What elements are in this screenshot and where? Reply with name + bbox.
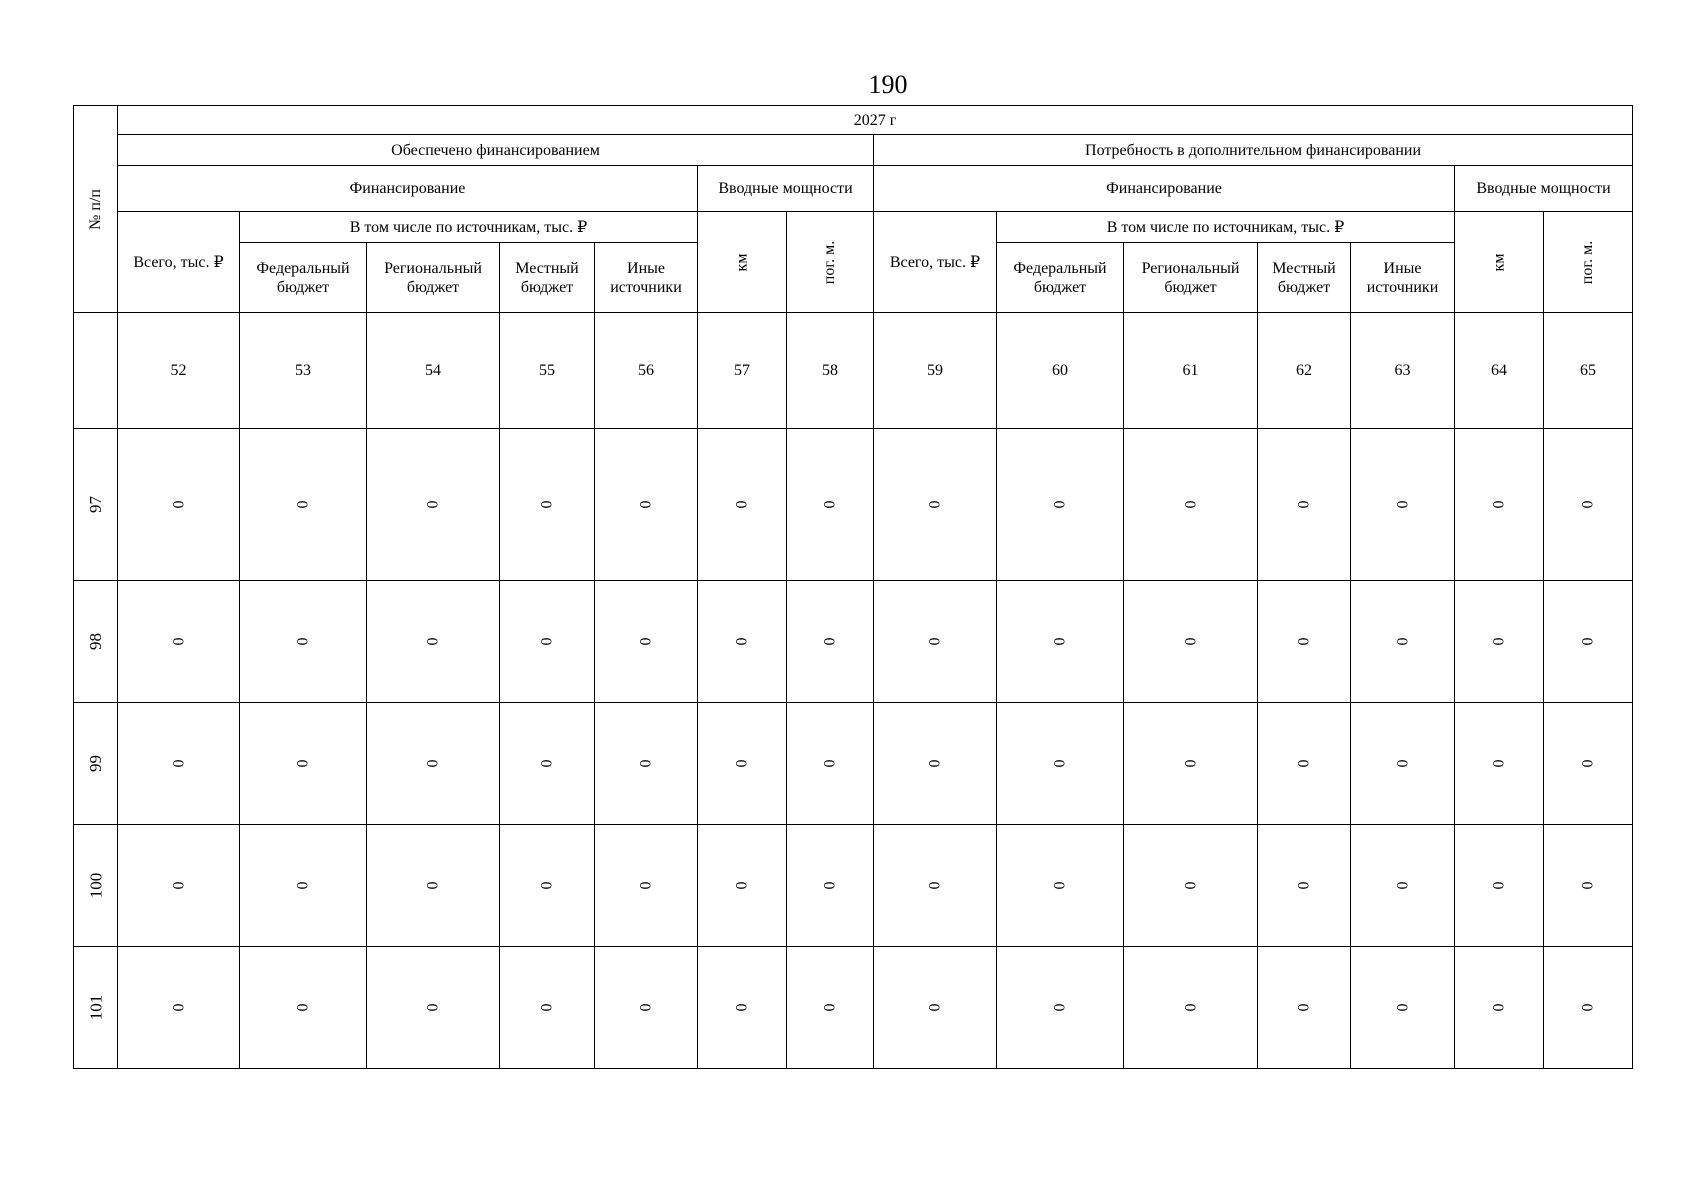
table-cell (240, 429, 367, 581)
cell-value: 0 (637, 881, 655, 890)
row-id-cell (74, 429, 118, 581)
cell-value: 0 (926, 500, 944, 509)
table-cell (595, 581, 698, 703)
column-number: 64 (1455, 313, 1544, 429)
table-row (74, 429, 1633, 581)
cell-value: 0 (538, 500, 556, 509)
cell-value: 0 (170, 637, 187, 646)
row-id: 99 (86, 754, 105, 772)
cell-value: 0 (821, 881, 839, 890)
table-row (74, 947, 1633, 1069)
table-cell (1258, 429, 1351, 581)
cell-value: 0 (1182, 637, 1199, 646)
column-number: 63 (1351, 313, 1455, 429)
pm-header-additional: пог. м. (1544, 212, 1633, 313)
cell-value: 0 (1394, 1003, 1411, 1012)
km-header-secured: км (698, 212, 787, 313)
cell-value: 0 (1295, 500, 1313, 509)
table-cell (1124, 429, 1258, 581)
table-cell (1351, 429, 1455, 581)
table-cell (874, 581, 997, 703)
table-cell (698, 429, 787, 581)
table-cell (997, 581, 1124, 703)
table-cell (240, 703, 367, 825)
index-header (74, 106, 118, 313)
table-cell (240, 825, 367, 947)
capacity-header-secured: Вводные мощности (698, 166, 874, 212)
table-cell (1544, 429, 1633, 581)
other-header-secured: Иные источники (595, 243, 698, 313)
secured-header: Обеспечено финансированием (118, 135, 874, 166)
cell-value: 0 (538, 637, 556, 646)
table-cell (787, 581, 874, 703)
table-cell (1258, 947, 1351, 1069)
column-number: 65 (1544, 313, 1633, 429)
cell-value: 0 (538, 759, 556, 768)
cell-value: 0 (733, 637, 751, 646)
cell-value: 0 (294, 759, 312, 768)
table-cell (118, 703, 240, 825)
cell-value: 0 (170, 759, 187, 768)
cell-value: 0 (1182, 1003, 1199, 1012)
cell-value: 0 (821, 637, 839, 646)
cell-value: 0 (1051, 637, 1069, 646)
data-rows (74, 429, 1633, 1069)
column-number: 61 (1124, 313, 1258, 429)
table-cell (240, 581, 367, 703)
table-cell (367, 703, 500, 825)
row-id-cell (74, 947, 118, 1069)
cell-value: 0 (1295, 1003, 1313, 1012)
column-number: 58 (787, 313, 874, 429)
table-cell (500, 947, 595, 1069)
cell-value: 0 (1579, 881, 1597, 890)
table-cell (1124, 703, 1258, 825)
table-cell (500, 581, 595, 703)
column-number-blank (74, 313, 118, 429)
table-cell (1455, 825, 1544, 947)
cell-value: 0 (637, 759, 655, 768)
cell-value: 0 (424, 881, 442, 890)
cell-value: 0 (1295, 637, 1313, 646)
cell-value: 0 (926, 881, 944, 890)
row-id: 97 (86, 495, 105, 513)
cell-value: 0 (424, 637, 442, 646)
cell-value: 0 (821, 500, 839, 509)
cell-value: 0 (637, 500, 655, 509)
table-row (74, 825, 1633, 947)
cell-value: 0 (1051, 759, 1069, 768)
cell-value: 0 (637, 1003, 655, 1012)
table-cell (997, 703, 1124, 825)
cell-value: 0 (1182, 759, 1199, 768)
cell-value: 0 (1295, 759, 1313, 768)
other-header-additional: Иные источники (1351, 243, 1455, 313)
cell-value: 0 (170, 500, 187, 509)
row-id: 101 (86, 994, 105, 1020)
cell-value: 0 (294, 637, 312, 646)
table-cell (1455, 703, 1544, 825)
capacity-header-additional: Вводные мощности (1455, 166, 1633, 212)
column-number: 57 (698, 313, 787, 429)
cell-value: 0 (1490, 500, 1508, 509)
cell-value: 0 (1579, 637, 1597, 646)
cell-value: 0 (1490, 881, 1508, 890)
km-header-additional: км (1455, 212, 1544, 313)
cell-value: 0 (1490, 637, 1508, 646)
table-cell (500, 825, 595, 947)
table-cell (997, 947, 1124, 1069)
column-number: 55 (500, 313, 595, 429)
cell-value: 0 (1182, 500, 1199, 509)
table-cell (787, 947, 874, 1069)
financing-header-secured: Финансирование (118, 166, 698, 212)
cell-value: 0 (1490, 759, 1508, 768)
regional-header-additional: Региональный бюджет (1124, 243, 1258, 313)
table-cell (787, 429, 874, 581)
cell-value: 0 (538, 1003, 556, 1012)
cell-value: 0 (1579, 759, 1597, 768)
total-header-additional: Всего, тыс. ₽ (874, 212, 997, 313)
cell-value: 0 (821, 759, 839, 768)
table-cell (367, 581, 500, 703)
table-cell (1258, 703, 1351, 825)
column-number-row (74, 313, 1633, 429)
year-header: 2027 г (118, 106, 1633, 135)
sources-header-additional: В том числе по источникам, тыс. ₽ (997, 212, 1455, 243)
table-cell (1455, 947, 1544, 1069)
table-cell (1124, 825, 1258, 947)
financing-table (73, 105, 1633, 1069)
cell-value: 0 (637, 637, 655, 646)
index-label: № п/п (87, 188, 104, 230)
cell-value: 0 (1394, 637, 1411, 646)
column-number: 56 (595, 313, 698, 429)
cell-value: 0 (733, 759, 751, 768)
cell-value: 0 (170, 1003, 187, 1012)
row-id: 100 (86, 872, 105, 898)
table-cell (1351, 581, 1455, 703)
table-cell (367, 825, 500, 947)
page-number: 190 (868, 70, 908, 99)
cell-value: 0 (294, 881, 312, 890)
cell-value: 0 (1490, 1003, 1508, 1012)
table-cell (698, 825, 787, 947)
table-cell (1351, 825, 1455, 947)
cell-value: 0 (733, 500, 751, 509)
cell-value: 0 (1394, 881, 1411, 890)
table-cell (500, 703, 595, 825)
additional-header: Потребность в дополнительном финансировании (874, 135, 1633, 166)
table-cell (698, 581, 787, 703)
table-cell (1544, 947, 1633, 1069)
table-cell (874, 429, 997, 581)
table-cell (997, 429, 1124, 581)
cell-value: 0 (424, 1003, 442, 1012)
row-id-cell (74, 581, 118, 703)
table-cell (1258, 581, 1351, 703)
row-id: 98 (86, 632, 105, 650)
table-cell (1544, 825, 1633, 947)
row-id-cell (74, 703, 118, 825)
cell-value: 0 (1295, 881, 1313, 890)
cell-value: 0 (821, 1003, 839, 1012)
table-cell (698, 703, 787, 825)
cell-value: 0 (1394, 500, 1411, 509)
cell-value: 0 (424, 500, 442, 509)
table-cell (595, 947, 698, 1069)
table-cell (240, 947, 367, 1069)
table-cell (874, 825, 997, 947)
table-row (74, 703, 1633, 825)
table-cell (595, 703, 698, 825)
cell-value: 0 (294, 500, 312, 509)
financing-header-additional: Финансирование (874, 166, 1455, 212)
cell-value: 0 (294, 1003, 312, 1012)
cell-value: 0 (733, 1003, 751, 1012)
row-id-cell (74, 825, 118, 947)
table-cell (1351, 947, 1455, 1069)
table-cell (367, 429, 500, 581)
cell-value: 0 (926, 1003, 944, 1012)
table-cell (1455, 429, 1544, 581)
table-cell (1351, 703, 1455, 825)
table-cell (1258, 825, 1351, 947)
cell-value: 0 (1182, 881, 1199, 890)
sources-header-secured: В том числе по источникам, тыс. ₽ (240, 212, 698, 243)
column-number: 52 (118, 313, 240, 429)
regional-header-secured: Региональный бюджет (367, 243, 500, 313)
column-number: 62 (1258, 313, 1351, 429)
cell-value: 0 (1051, 881, 1069, 890)
cell-value: 0 (926, 637, 944, 646)
cell-value: 0 (538, 881, 556, 890)
table-cell (874, 947, 997, 1069)
table-cell (118, 581, 240, 703)
table-cell (997, 825, 1124, 947)
cell-value: 0 (170, 881, 187, 890)
pm-header-secured: пог. м. (787, 212, 874, 313)
table-cell (367, 947, 500, 1069)
local-header-additional: Местный бюджет (1258, 243, 1351, 313)
cell-value: 0 (424, 759, 442, 768)
cell-value: 0 (926, 759, 944, 768)
local-header-secured: Местный бюджет (500, 243, 595, 313)
cell-value: 0 (1579, 500, 1597, 509)
table-cell (118, 825, 240, 947)
table-cell (698, 947, 787, 1069)
table-cell (787, 825, 874, 947)
cell-value: 0 (1051, 1003, 1069, 1012)
federal-header-secured: Федеральный бюджет (240, 243, 367, 313)
column-number: 59 (874, 313, 997, 429)
column-number: 54 (367, 313, 500, 429)
table-cell (1124, 581, 1258, 703)
table-cell (118, 429, 240, 581)
column-number: 53 (240, 313, 367, 429)
table-cell (1544, 581, 1633, 703)
table-cell (595, 825, 698, 947)
federal-header-additional: Федеральный бюджет (997, 243, 1124, 313)
cell-value: 0 (1579, 1003, 1597, 1012)
table-cell (787, 703, 874, 825)
table-cell (874, 703, 997, 825)
table-cell (1455, 581, 1544, 703)
cell-value: 0 (1051, 500, 1069, 509)
table-cell (1124, 947, 1258, 1069)
table-cell (595, 429, 698, 581)
table-cell (1544, 703, 1633, 825)
table-cell (118, 947, 240, 1069)
total-header-secured: Всего, тыс. ₽ (118, 212, 240, 313)
cell-value: 0 (1394, 759, 1411, 768)
table-cell (500, 429, 595, 581)
column-number: 60 (997, 313, 1124, 429)
table-row (74, 581, 1633, 703)
cell-value: 0 (733, 881, 751, 890)
